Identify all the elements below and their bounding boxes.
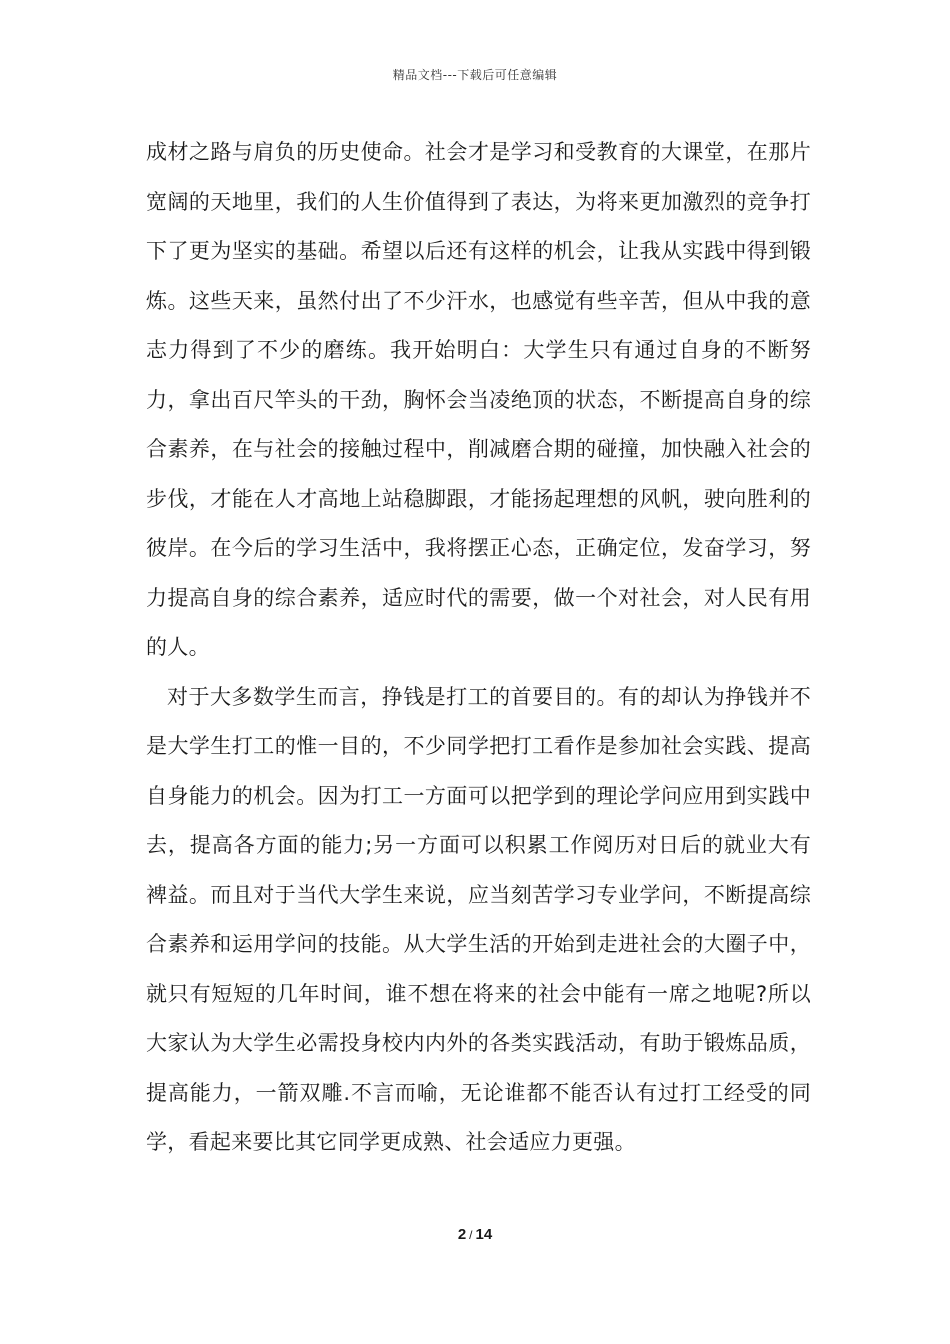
paragraph-2: 对于大多数学生而言，挣钱是打工的首要目的。有的却认为挣钱并不是大学生打工的惟一目的，不少同学把打工看作是参加社会实践、提高自身能力的机会。因为打工一方面可以把学到的理论学问应用到实践中去，提高各方面的能力;另一方面可以积累工作阅历对日后的就业大有裨益。而且对于当代大学生来说，应当刻苦学习专业学问，不断提高综合素养和运用学问的技能。从大学生活的开始到走进社会的大圈子中，就只有短短的几年时间，谁不想在将来的社会中能有一席之地呢?所以大家认为大学生必需投身校内内外的各类实践活动，有助于锻炼品质，提高能力，一箭双雕.不言而喻，无论谁都不能否认有过打工经受的同学，看起来要比其它同学更成熟、社会适应力更强。	[146, 684, 811, 1154]
current-page-number: 2	[457, 1226, 467, 1243]
page-header: 精品文档---下载后可任意编辑	[392, 68, 558, 82]
page-number	[0, 1226, 950, 1243]
paragraph-1: 成材之路与肩负的历史使命。社会才是学习和受教育的大课堂，在那片宽阔的天地里，我们的人生价值得到了表达，为将来更加激烈的竞争打下了更为坚实的基础。希望以后还有这样的机会，让我从实践中得到锻炼。这些天来，虽然付出了不少汗水，也感觉有些辛苦，但从中我的意志力得到了不少的磨练。我开始明白：大学生只有通过自身的不断努力，拿出百尺竿头的干劲，胸怀会当凌绝顶的状态，不断提高自身的综合素养，在与社会的接触过程中，削减磨合期的碰撞，加快融入社会的步伐，才能在人才高地上站稳脚跟，才能扬起理想的风帆，驶向胜利的彼岸。在今后的学习生活中，我将摆正心态，正确定位，发奋学习，努力提高自身的综合素养，适应时代的需要，做一个对社会，对人民有用的人。	[146, 140, 811, 659]
document-body	[146, 128, 811, 1168]
page-separator: /	[469, 1228, 473, 1242]
total-pages-number: 14	[475, 1226, 493, 1243]
